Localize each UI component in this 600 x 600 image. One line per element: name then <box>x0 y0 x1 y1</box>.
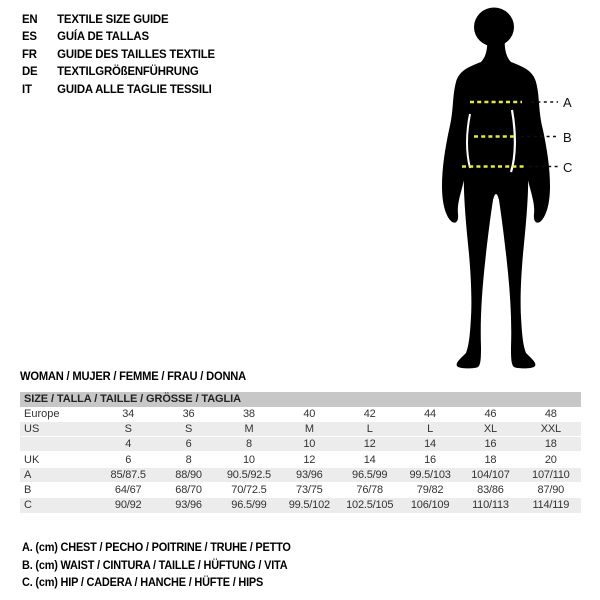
woman-silhouette <box>442 8 550 369</box>
legend-item: A. (cm) CHEST / PECHO / POITRINE / TRUHE / PETTO <box>22 542 291 554</box>
language-guide-item <box>22 63 215 81</box>
table-title: WOMAN / MUJER / FEMME / FRAU / DONNA <box>20 371 247 383</box>
language-guide-text: GUIDA ALLE TAGLIE TESSILI <box>57 81 212 96</box>
size-cell: 48 <box>544 407 557 420</box>
table-row <box>20 452 581 467</box>
size-cell: 96.5/99 <box>231 499 267 512</box>
table-rows <box>20 407 581 514</box>
size-cell: 85/87.5 <box>110 468 146 481</box>
size-cell: 64/67 <box>114 484 142 497</box>
size-cell: 110/113 <box>472 499 509 512</box>
size-cell: 38 <box>243 407 255 420</box>
size-cell: 8 <box>245 438 252 451</box>
language-code: FR <box>22 46 37 61</box>
size-table <box>20 392 581 514</box>
size-cell: 12 <box>363 438 376 451</box>
size-cell: 16 <box>484 438 497 451</box>
size-cell: 70/72.5 <box>231 484 267 497</box>
size-cell: 16 <box>424 453 436 466</box>
size-cell: 90.5/92.5 <box>226 468 271 481</box>
size-cell: 102.5/105 <box>346 499 394 512</box>
legend-item: B. (cm) WAIST / CINTURA / TAILLE / HÜFTUNG / VITA <box>22 559 288 572</box>
table-row <box>20 422 581 437</box>
language-guide-text: TEXTILGRÖßENFÜHRUNG <box>57 64 199 79</box>
size-cell: 90/92 <box>114 499 142 512</box>
table-row <box>20 498 581 513</box>
legend-item: C. (cm) HIP / CADERA / HANCHE / HÜFTE / HIPS <box>22 577 264 589</box>
size-cell: 68/70 <box>175 484 202 497</box>
size-cell: 18 <box>544 438 557 451</box>
size-cell: XXL <box>540 422 561 435</box>
row-label: A <box>24 468 32 481</box>
size-cell: 6 <box>125 453 132 466</box>
size-cell: M <box>304 422 314 435</box>
size-cell: 12 <box>303 453 316 466</box>
language-guide-item <box>22 28 215 46</box>
measurement-legend <box>22 540 291 593</box>
size-cell: 93/96 <box>296 468 323 481</box>
figure-area <box>400 0 600 390</box>
size-cell: XL <box>483 422 497 435</box>
size-cell: 18 <box>484 453 497 466</box>
size-cell: 14 <box>363 453 376 466</box>
language-guide-text: GUÍA DE TALLAS <box>57 29 149 44</box>
size-cell: 40 <box>303 407 316 420</box>
size-cell: S <box>184 422 193 435</box>
row-label: US <box>24 422 40 435</box>
size-cell: L <box>366 422 373 435</box>
size-cell: 106/109 <box>410 499 450 512</box>
size-cell: 96.5/99 <box>352 468 388 481</box>
language-guide-text: TEXTILE SIZE GUIDE <box>57 11 169 26</box>
size-cell: 6 <box>185 438 192 451</box>
size-cell: S <box>124 422 132 435</box>
table-row <box>20 407 581 422</box>
language-code: DE <box>22 64 38 79</box>
woman-silhouette-figure <box>400 0 600 390</box>
size-cell: 4 <box>125 438 132 451</box>
size-cell: 34 <box>122 407 135 420</box>
measure-label-c: C <box>563 159 573 175</box>
size-cell: 107/110 <box>532 468 570 481</box>
size-cell: 10 <box>303 438 316 451</box>
table-header-row <box>20 392 581 407</box>
table-row <box>20 483 581 498</box>
row-label: B <box>24 484 32 497</box>
size-cell: 10 <box>243 453 255 466</box>
size-cell: M <box>244 422 254 435</box>
size-cell: 93/96 <box>175 499 202 512</box>
measure-label-a: A <box>563 95 572 110</box>
size-cell: 76/78 <box>356 484 383 497</box>
language-code: EN <box>22 11 38 26</box>
row-label: C <box>24 499 32 512</box>
size-cell: 87/90 <box>537 484 565 497</box>
language-guide-item <box>22 10 215 28</box>
language-code: ES <box>22 29 37 44</box>
size-cell: 104/107 <box>471 468 510 481</box>
size-cell: 44 <box>424 407 436 420</box>
size-cell: 8 <box>185 453 192 466</box>
language-guide-list <box>22 10 215 98</box>
size-cell: 99.5/103 <box>409 468 451 481</box>
measure-label-b: B <box>563 129 572 145</box>
size-cell: 88/90 <box>175 468 202 481</box>
row-label: UK <box>24 453 40 466</box>
size-cell: 46 <box>484 407 497 420</box>
table-row <box>20 468 581 483</box>
size-cell: 79/82 <box>416 484 444 497</box>
size-cell: 73/75 <box>296 484 323 497</box>
language-guide-item <box>22 45 215 63</box>
size-cell: 14 <box>424 438 436 451</box>
size-cell: 99.5/102 <box>288 499 330 512</box>
size-cell: 114/119 <box>532 499 570 512</box>
size-cell: 42 <box>363 407 376 420</box>
table-header-label: SIZE / TALLA / TAILLE / GRÖSSE / TAGLIA <box>24 393 241 406</box>
size-cell: 20 <box>544 453 557 466</box>
language-guide-text: GUIDE DES TAILLES TEXTILE <box>57 46 215 61</box>
size-cell: 83/86 <box>477 484 504 497</box>
table-row <box>20 437 581 452</box>
size-cell: 36 <box>182 407 195 420</box>
language-code: IT <box>22 81 32 96</box>
size-cell: L <box>427 422 434 435</box>
language-guide-item <box>22 80 215 98</box>
row-label: Europe <box>24 407 60 420</box>
size-table-block <box>20 371 581 514</box>
